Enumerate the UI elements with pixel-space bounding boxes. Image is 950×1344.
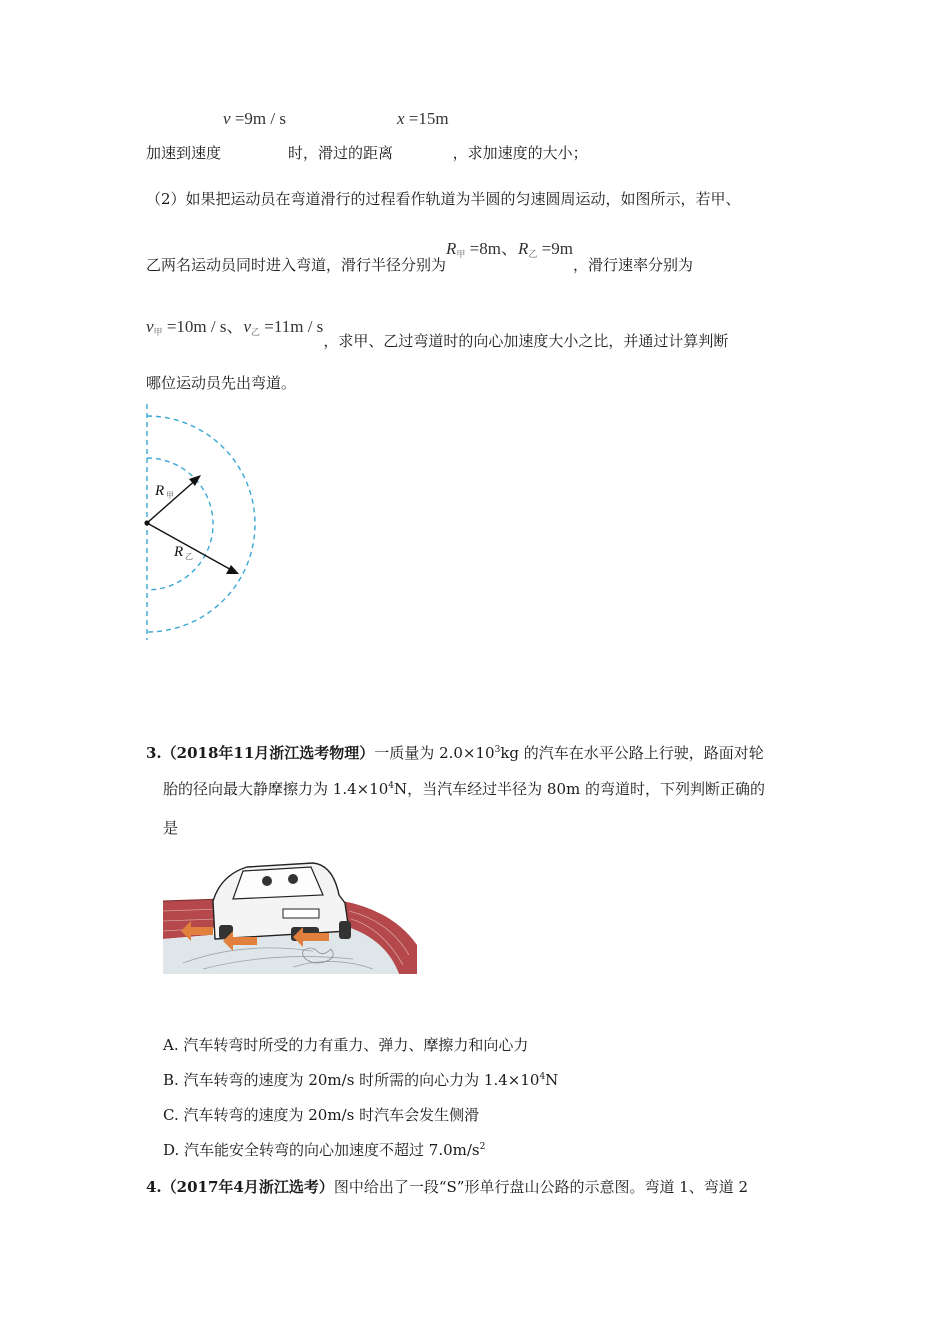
r-yi-subscript: 乙 xyxy=(528,249,538,259)
q3-text1a: 一质量为 2.0×10 xyxy=(374,744,495,762)
q2-part1-mid: 时，滑过的距离 xyxy=(287,144,393,162)
track-diagram xyxy=(138,404,268,640)
q2-part1-prefix: 加速到速度 xyxy=(146,144,222,162)
separator: 、 xyxy=(500,239,518,258)
outer-track-arc xyxy=(147,416,255,632)
q3-text2-exp: 4 xyxy=(388,781,395,791)
math-r-values xyxy=(446,239,573,258)
q3-option-b-suffix: N xyxy=(545,1071,559,1089)
q2-part2-line2 xyxy=(146,236,693,274)
q3-number: 3. xyxy=(146,744,162,762)
q3-option-d-exp: 2 xyxy=(479,1142,486,1152)
q3-text1b: kg 的汽车在水平公路上行驶，路面对轮 xyxy=(500,744,764,762)
math-v xyxy=(223,109,286,128)
label-r-yi-sub: 乙 xyxy=(185,552,193,561)
q2-part1-suffix: ，求加速度的大小； xyxy=(452,144,588,162)
separator: 、 xyxy=(226,317,244,336)
q3-option-d xyxy=(163,1139,485,1160)
math-x xyxy=(397,109,449,128)
label-r-jia-sub: 甲 xyxy=(166,491,174,500)
v-jia-symbol: v xyxy=(146,317,154,336)
inner-track-arc xyxy=(147,458,213,590)
r-jia-symbol: R xyxy=(446,239,457,258)
q3-option-b-exp: 4 xyxy=(539,1072,546,1082)
q3-text2b: N，当汽车经过半径为 80m 的弯道时，下列判断正确的 xyxy=(394,780,765,798)
v-jia-subscript: 甲 xyxy=(153,327,163,337)
q3-option-b-prefix: B. 汽车转弯的速度为 20m/s 时所需的向心力为 1.4×10 xyxy=(163,1071,540,1089)
q3-option-c: C. 汽车转弯的速度为 20m/s 时汽车会发生侧滑 xyxy=(163,1106,480,1124)
v-yi-subscript: 乙 xyxy=(251,327,261,337)
v-jia-value: =10m / s xyxy=(166,317,227,336)
q3-source: （2018年11月浙江选考物理） xyxy=(161,744,375,762)
q4-line1 xyxy=(146,1176,748,1197)
q2-part2-line2-suffix: ，滑行速率分别为 xyxy=(572,256,693,274)
r-yi-symbol: R xyxy=(517,239,529,258)
q3-option-b xyxy=(163,1069,558,1090)
r-jia-subscript: 甲 xyxy=(456,249,466,259)
r-jia-value: =8m xyxy=(469,239,501,258)
label-r-jia: R xyxy=(155,483,165,499)
q3-text1-exp: 3 xyxy=(494,745,501,755)
radius-yi-arrowhead xyxy=(226,565,239,574)
radius-yi-arrow xyxy=(147,523,235,572)
q2-part2-line2-prefix: 乙两名运动员同时进入弯道，滑行半径分别为 xyxy=(146,256,447,274)
label-r-yi: R xyxy=(174,544,184,560)
q3-option-d-prefix: D. 汽车能安全转弯的向心加速度不超过 7.0m/s xyxy=(163,1141,480,1159)
math-v-value: =9m / s xyxy=(234,109,286,128)
q3-line3: 是 xyxy=(163,819,179,837)
q4-number: 4. xyxy=(146,1178,162,1196)
r-yi-value: =9m xyxy=(541,239,573,258)
car-turning-illustration xyxy=(163,855,417,974)
q2-part2-line3-suffix: ，求甲、乙过弯道时的向心加速度大小之比，并通过计算判断 xyxy=(323,332,729,350)
math-x-value: =15m xyxy=(408,109,449,128)
v-yi-value: =11m / s xyxy=(264,317,324,336)
q3-line1 xyxy=(146,742,764,763)
q3-text2a: 胎的径向最大静摩擦力为 1.4×10 xyxy=(163,780,389,798)
q4-text: 图中给出了一段“S”形单行盘山公路的示意图。弯道 1、弯道 2 xyxy=(333,1178,749,1196)
q2-part1-line xyxy=(146,109,588,162)
v-yi-symbol: v xyxy=(243,317,252,336)
math-v-values xyxy=(146,317,323,336)
q2-part2-line1: （2）如果把运动员在弯道滑行的过程看作轨道为半圆的匀速圆周运动，如图所示，若甲、 xyxy=(146,190,741,208)
q3-option-a: A. 汽车转弯时所受的力有重力、弹力、摩擦力和向心力 xyxy=(163,1036,529,1054)
q2-part2-line4: 哪位运动员先出弯道。 xyxy=(146,374,297,392)
q3-line2 xyxy=(163,778,765,799)
math-x-symbol: x xyxy=(396,109,405,128)
math-v-symbol: v xyxy=(223,109,231,128)
q2-part2-line3 xyxy=(146,312,729,350)
q4-source: （2017年4月浙江选考） xyxy=(161,1178,334,1196)
